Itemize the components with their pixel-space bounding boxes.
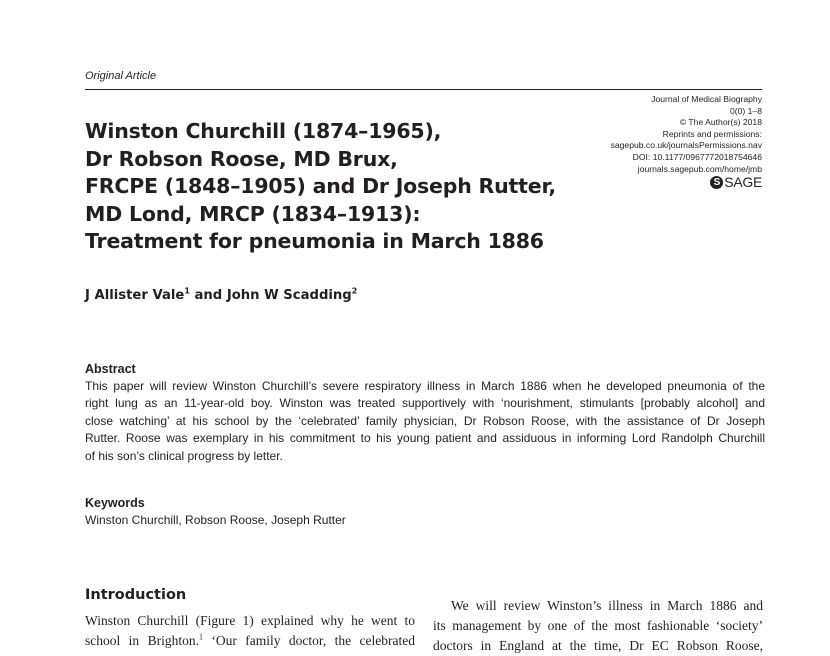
title-line: Dr Robson Roose, MD Brux, xyxy=(85,146,398,171)
author-name: John W Scadding xyxy=(226,288,352,303)
doi[interactable]: DOI: 10.1177/0967772018754646 xyxy=(632,151,762,162)
abstract-line: This paper will review Winston Churchill’s severe respiratory illness in March 1886 when he developed pneumonia of the xyxy=(85,379,765,393)
sage-logo xyxy=(611,173,762,190)
body-text: school in Brighton. xyxy=(85,633,199,648)
copyright: © The Author(s) 2018 xyxy=(679,117,762,128)
abstract-line: of his son’s clinical progress by letter. xyxy=(85,448,283,463)
authors xyxy=(85,288,357,303)
affiliation-marker[interactable]: 2 xyxy=(351,286,358,296)
body-line: doctors in England at the time, Dr EC Robson Roose, xyxy=(433,638,763,653)
title-line: MD Lond, MRCP (1834–1913): xyxy=(85,201,421,226)
journal-name: Journal of Medical Biography xyxy=(651,94,762,104)
title-line: FRCPE (1848–1905) and Dr Joseph Rutter, xyxy=(85,174,556,198)
sage-s-icon: S xyxy=(710,176,723,189)
body-line: Winston Churchill (Figure 1) explained why he went to xyxy=(85,613,415,628)
abstract-line: close watching’ at his school by the ‘celebrated’ family physician, Dr Robson Roose, with the assistance of Dr Joseph xyxy=(85,413,765,428)
header-rule xyxy=(85,89,762,90)
title-line: Treatment for pneumonia in March 1886 xyxy=(85,229,544,253)
body-line xyxy=(85,631,415,651)
title-line: Winston Churchill (1874–1965), xyxy=(85,119,442,143)
abstract-line: right lung as an 11-year-old boy. Winston was treated supportively with ‘nourishment, stimulants [probably alcohol] and xyxy=(85,396,765,411)
author-conjunction: and xyxy=(189,288,227,303)
body-line: its management by one of the most fashionable ‘society’ xyxy=(433,618,763,633)
body-column-right xyxy=(433,596,763,656)
body-column-left xyxy=(85,611,415,651)
reprints-label: Reprints and permissions: xyxy=(662,128,762,139)
section-label: Original Article xyxy=(85,70,157,82)
keywords-heading: Keywords xyxy=(85,496,145,510)
body-line: We will review Winston’s illness in March 1886 and xyxy=(451,598,763,613)
introduction-heading: Introduction xyxy=(85,587,187,603)
author-name: J Allister Vale xyxy=(85,288,185,303)
abstract-line: Rutter. Roose was exemplary in his commitment to his young patient and assiduous in informing Lord Randolph Churchill xyxy=(85,431,765,446)
journal-volume: 0(0) 1–8 xyxy=(729,105,762,116)
sage-wordmark: SAGE xyxy=(724,173,762,190)
citation-marker[interactable]: 1 xyxy=(198,632,203,642)
journal-url[interactable]: journals.sagepub.com/home/jmb xyxy=(637,163,762,174)
journal-info xyxy=(611,94,762,189)
abstract-text xyxy=(85,378,765,465)
body-text: ‘Our family doctor, the celebrated xyxy=(202,633,415,648)
permissions-link[interactable]: sagepub.co.uk/journalsPermissions.nav xyxy=(610,140,762,151)
abstract-heading: Abstract xyxy=(85,362,136,376)
affiliation-marker[interactable]: 1 xyxy=(184,286,190,296)
article-title xyxy=(85,118,595,256)
keywords-text: Winston Churchill, Robson Roose, Joseph Rutter xyxy=(85,513,346,527)
